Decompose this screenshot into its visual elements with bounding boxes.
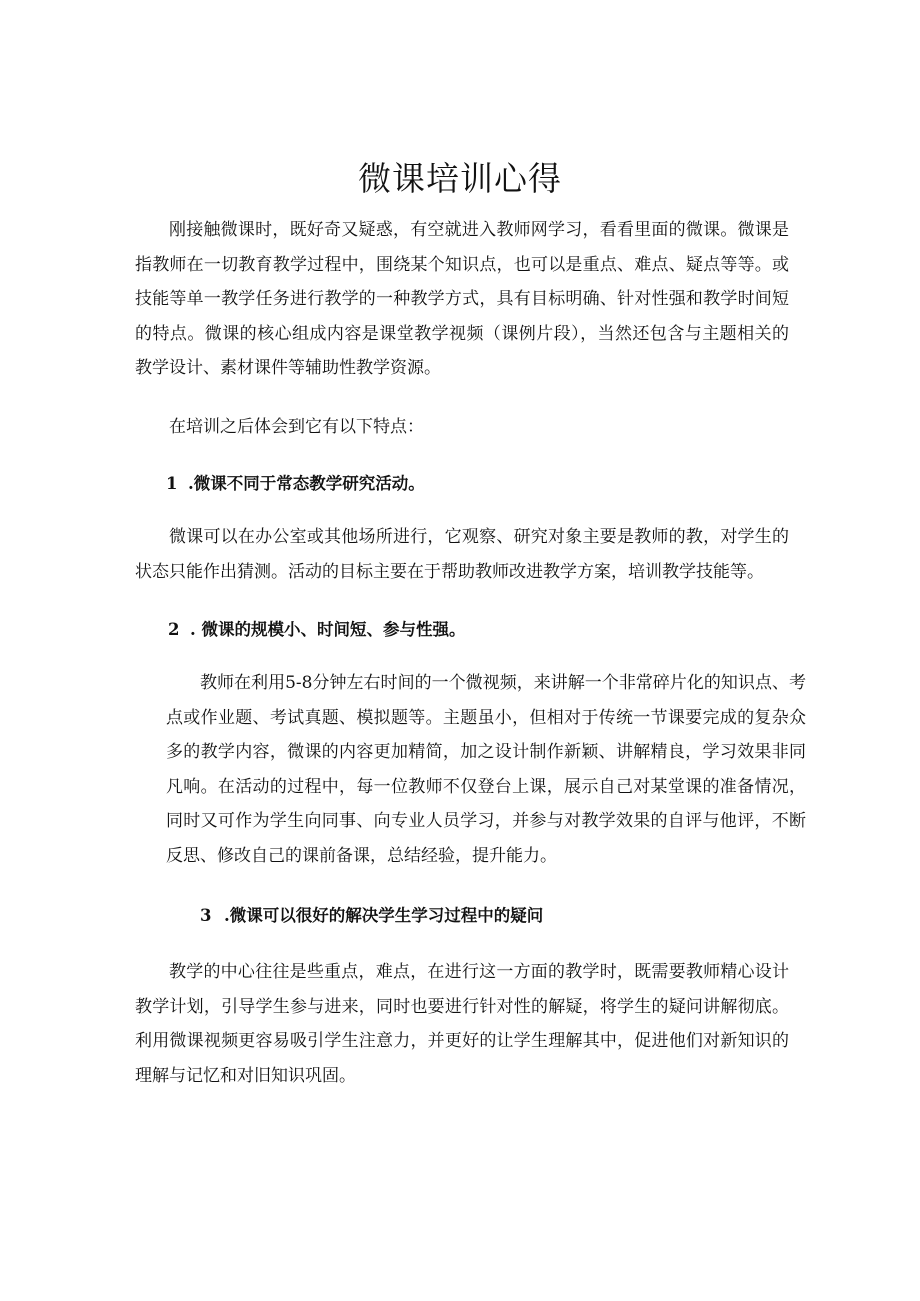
intro-paragraph: 刚接触微课时，既好奇又疑惑，有空就进入教师网学习，看看里面的微课。微课是指教师在一切教育教学过程中，围绕某个知识点，也可以是重点、难点、疑点等等。或技能等单一教学任务进行教学的一种教学方式，具有目标明确、针对性强和教学时间短的特点。微课的核心组成内容是课堂教学视频（课例片段），当然还包含与主题相关的教学设计、素材课件等辅助性教学资源。 xyxy=(135,220,789,378)
section-1-body: 微课可以在办公室或其他场所进行，它观察、研究对象主要是教师的教，对学生的状态只能作出猜测。活动的目标主要在于帮助教师改进教学方案，培训教学技能等。 xyxy=(135,527,789,582)
section-3-body: 教学的中心往往是些重点，难点，在进行这一方面的教学时，既需要教师精心设计教学计划，引导学生参与进来，同时也要进行针对性的解疑，将学生的疑问讲解彻底。利用微课视频更容易吸引学生注意力，并更好的让学生理解其中，促进他们对新知识的理解与记忆和对旧知识巩固。 xyxy=(135,962,789,1086)
section-3-title: .微课可以很好的解决学生学习过程中的疑问 xyxy=(224,906,544,925)
section-1-number: 1 xyxy=(166,474,178,493)
section-2-number: 2 xyxy=(168,620,180,639)
section-2-body: 教师在利用5-8分钟左右时间的一个微视频，来讲解一个非常碎片化的知识点、考点或作业题、考试真题、模拟题等。主题虽小，但相对于传统一节课要完成的复杂众多的教学内容，微课的内容更加精简，加之设计制作新颖、讲解精良，学习效果非同凡响。在活动的过程中，每一位教师不仅登台上课，展示自己对某堂课的准备情况，同时又可作为学生向同事、向专业人员学习，并参与对教学效果的自评与他评，不断反思、修改自己的课前备课，总结经验，提升能力。 xyxy=(166,673,806,866)
section-2-heading xyxy=(168,616,466,644)
section-1-title: .微课不同于常态教学研究活动。 xyxy=(188,474,425,493)
section-2-title: . 微课的规模小、时间短、参与性强。 xyxy=(190,620,466,639)
section-1-heading xyxy=(166,470,425,498)
section-3-number: 3 xyxy=(200,906,212,925)
section-3-heading xyxy=(200,902,543,930)
lead-paragraph: 在培训之后体会到它有以下特点： xyxy=(169,417,424,437)
page-title: 微课培训心得 xyxy=(358,159,562,198)
